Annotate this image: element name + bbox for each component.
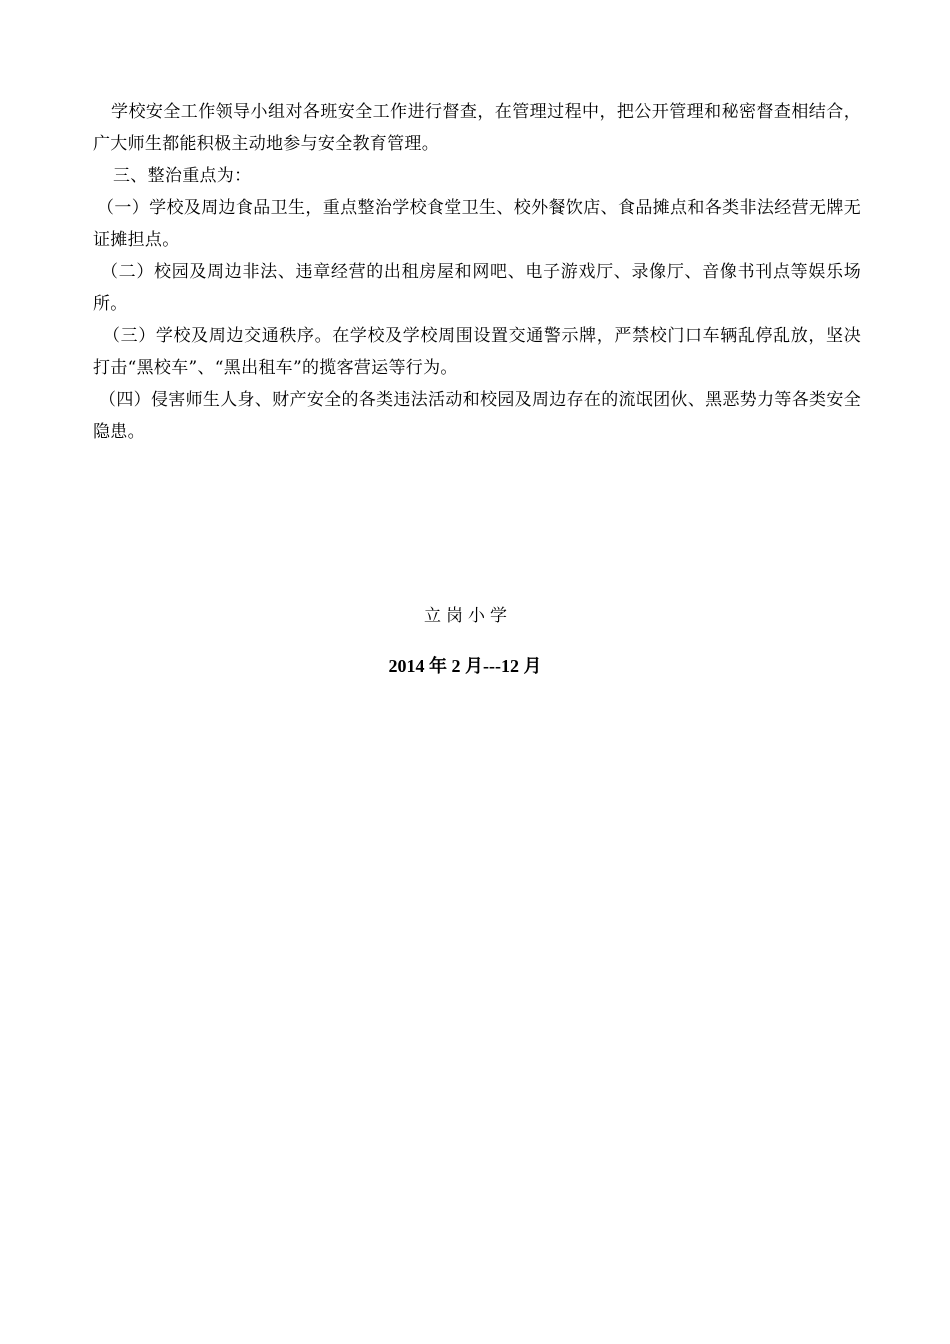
paragraph-item-4-safety-hazards: （四）侵害师生人身、财产安全的各类违法活动和校园及周边存在的流氓团伙、黑恶势力等各类安全隐患。 xyxy=(93,390,861,442)
document-body xyxy=(93,96,861,448)
paragraph-item-2-entertainment-venues: （二）校园及周边非法、违章经营的出租房屋和网吧、电子游戏厅、录像厅、音像书刊点等娱乐场所。 xyxy=(93,262,861,314)
signature-date: 2014 年 2 月---12 月 xyxy=(388,656,542,676)
paragraph-supervision: 学校安全工作领导小组对各班安全工作进行督查，在管理过程中，把公开管理和秘密督查相结合，广大师生都能积极主动地参与安全教育管理。 xyxy=(93,102,861,154)
paragraph-item-3-traffic-order: （三）学校及周边交通秩序。在学校及学校周围设置交通警示牌，严禁校门口车辆乱停乱放，坚决打击“黑校车”、“黑出租车”的揽客营运等行为。 xyxy=(93,326,861,378)
section-heading-rectification-focus: 三、整治重点为： xyxy=(113,166,252,186)
paragraph-item-1-food-hygiene: （一）学校及周边食品卫生，重点整治学校食堂卫生、校外餐饮店、食品摊点和各类非法经营无牌无证摊担点。 xyxy=(93,198,861,250)
signature-school-name: 立岗小学 xyxy=(424,606,512,626)
